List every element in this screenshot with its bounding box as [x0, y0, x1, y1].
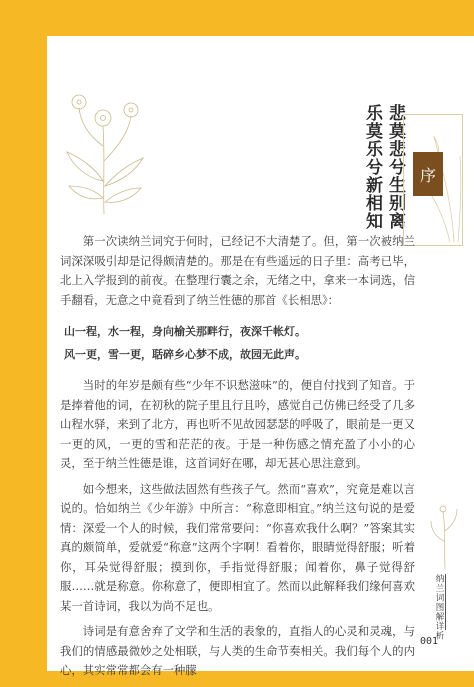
- paragraph: 第一次读纳兰词究于何时，已经记不大清楚了。但，第一次被纳兰词深深吸引却是记得颇清楚的。那是在有些遥远的日子里：高考已毕，北上入学报到的前夜。在整理行囊之余，无绪之中，拿来一本词选，信手翻看，无意之中竟看到了纳兰性德的那首《长相思》：: [60, 234, 415, 307]
- page-number: 001: [420, 636, 439, 647]
- body-text: [60, 232, 415, 687]
- flower-illustration: [59, 86, 149, 216]
- paragraph: 如今想来，这些做法固然有些孩子气。然而“喜欢”，究竟是难以言说的。恰如纳兰《少年游》中所言：“称意即相宜。”纳兰这句说的是爱情：深爱一个人的时候，我们常常要问：“你喜欢我什么啊？”答案其实真的颇简单，爱就爱“称意”这两个字啊！看着你，眼睛觉得舒服；听着你，耳朵觉得舒服；摸到你，手指觉得舒服；闻着你，鼻子觉得舒服……就是称意。你称意了，便即相宜了。然而以此解释我们缘何喜欢某一首诗词，我以为尚不足也。: [60, 481, 415, 613]
- side-plant-illustration: [425, 501, 465, 571]
- page: [47, 36, 474, 677]
- poem: [60, 320, 415, 366]
- paragraph: 诗词是有意舍弃了文学和生活的表象的，直指人的心灵和灵魂，与我们的情感最微妙之处相联，与人类的生命节奏相关。我们每个人的内心，其实常常都会有一种朦: [60, 624, 415, 677]
- poem-line: 风一更，雪一更，聒碎乡心梦不成，故园无此声。: [64, 348, 306, 361]
- side-divider: [445, 574, 446, 630]
- preface-seal: 序: [413, 152, 443, 196]
- book-title-label: 纳兰词图解详析: [434, 574, 444, 641]
- poem-line: 山一程，水一程，身向榆关那畔行，夜深千帐灯。: [64, 325, 306, 338]
- title-line-2: 乐莫乐兮新相知: [362, 104, 382, 230]
- title-line-1: 悲莫悲兮生别离: [385, 104, 405, 230]
- paragraph: 当时的年岁是颇有些“少年不识愁滋味”的，便自付找到了知音。于是捧着他的词，在初秋的院子里且行且吟，感觉自己仿佛已经受了几多山程水驿，来到了北方，再也听不见故园瑟瑟的呼吸了，眼前是一更又一更的风，一更的雪和茫茫的夜。于是一种伤感之情充盈了小小的心灵，至于纳兰性德是谁，这首词好在哪，却无甚心思注意到。: [60, 378, 415, 470]
